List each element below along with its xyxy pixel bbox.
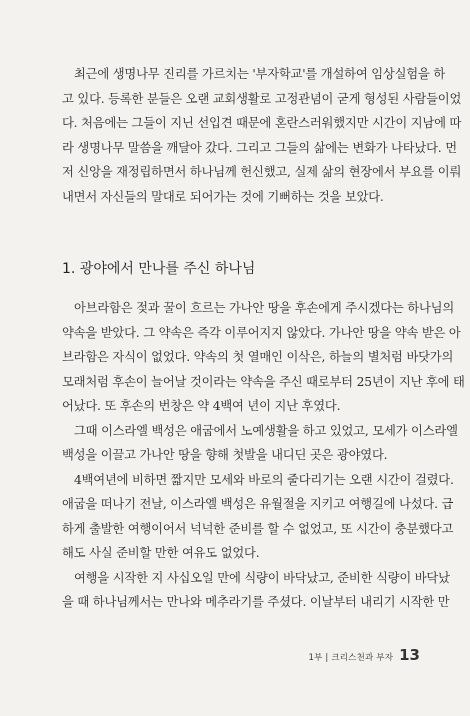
text-line: 약속을 받았다. 그 약속은 즉각 이루어지지 않았다. 가나안 땅을 약속 받은 아 — [62, 325, 461, 340]
text-line: 해도 사실 준비할 만한 여유도 없었다. — [62, 546, 260, 560]
text-line: 다. 처음에는 그들이 지닌 선입견 때문에 혼란스러워했지만 시간이 지남에 따 — [62, 116, 462, 130]
text-line: 애굽을 떠나기 전날, 이스라엘 백성은 유월절을 지키고 여행길에 나섰다. 급 — [62, 497, 454, 511]
text-line: 라 생명나무 말씀을 깨달아 갔다. 그리고 그들의 삶에는 변화가 나타났다. 먼 — [62, 140, 457, 155]
text-line: 그때 이스라엘 백성은 애굽에서 노예생활을 하고 있었고, 모세가 이스라엘 — [74, 423, 458, 438]
body-paragraph — [62, 296, 465, 419]
text-line: 4백여년에 비하면 짧지만 모세와 바로의 줄다리기는 오랜 시간이 걸렸다. — [74, 472, 454, 487]
section-heading: 1. 광야에서 만나를 주신 하나님 — [62, 261, 256, 277]
intro-paragraph-block — [62, 62, 462, 209]
text-line: 고 있다. 등록한 분들은 오랜 교회생활로 고정관념이 굳게 형성된 사람들이었 — [62, 91, 462, 106]
text-line: 백성을 이끌고 가나안 땅을 향해 첫발을 내디딘 곳은 광야였다. — [62, 448, 388, 462]
body-paragraph — [62, 419, 458, 468]
page-number: 13 — [399, 646, 420, 664]
text-line: 어났다. 또 후손의 번창은 약 4백여 년이 지난 후였다. — [62, 399, 341, 413]
text-line: 모래처럼 후손이 늘어날 것이라는 약속을 주신 때로부터 25년이 지난 후에 태 — [62, 374, 465, 389]
text-line: 최근에 생명나무 진리를 가르치는 '부자학교'를 개설하여 임상실험을 하 — [74, 67, 446, 81]
running-head: 1부 | 크리스천과 부자 — [308, 653, 394, 663]
body-paragraph — [62, 566, 450, 615]
body-paragraph — [62, 468, 454, 566]
text-line: 브라함은 자식이 없었다. 약속의 첫 열매인 이삭은, 하늘의 별처럼 바닷가의 — [62, 350, 454, 364]
text-line: 여행을 시작한 지 사십오일 만에 식량이 바닥났고, 준비한 식량이 바닥났 — [74, 570, 450, 585]
text-line: 내면서 자신들의 말대로 되어가는 것에 기뻐하는 것을 보았다. — [62, 189, 384, 204]
text-line: 을 때 하나님께서는 만나와 메추라기를 주셨다. 이날부터 내리기 시작한 만 — [62, 595, 450, 609]
page-footer — [308, 646, 420, 664]
text-line: 저 신앙을 재정립하면서 하나님께 헌신했고, 실제 삶의 현장에서 부요를 이뤄 — [62, 165, 462, 179]
body-text-block — [62, 296, 465, 615]
intro-paragraph — [62, 62, 462, 209]
text-line: 하게 출발한 여행이어서 넉넉한 준비를 할 수 없었고, 또 시간이 충분했다고 — [62, 521, 454, 536]
text-line: 아브라함은 젖과 꿀이 흐르는 가나안 땅을 후손에게 주시겠다는 하나님의 — [74, 301, 455, 315]
